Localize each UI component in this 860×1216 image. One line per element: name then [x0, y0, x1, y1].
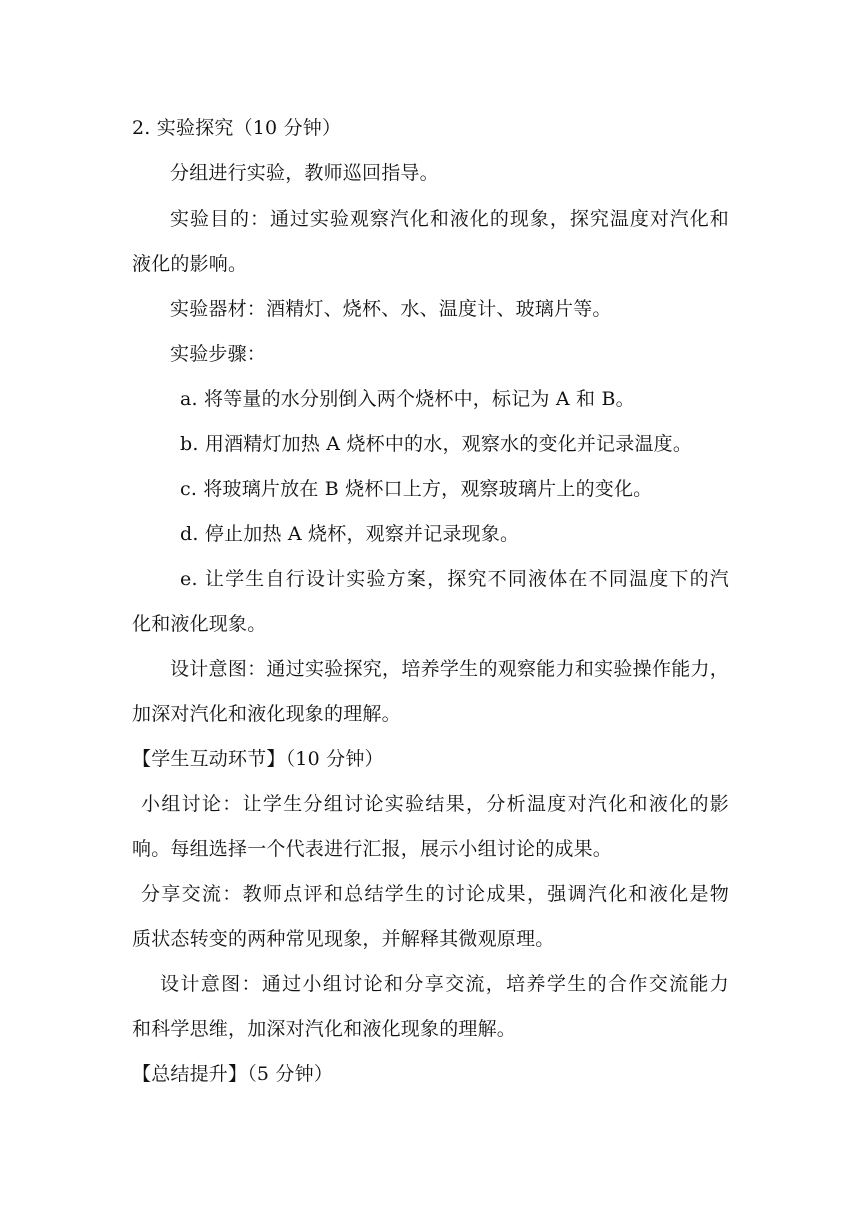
step-item: e. 让学生自行设计实验方案，探究不同液体在不同温度下的汽 [180, 568, 729, 590]
step-item: b. 用酒精灯加热 A 烧杯中的水，观察水的变化并记录温度。 [180, 433, 693, 455]
paragraph-line: 化和液化现象。 [132, 613, 267, 635]
paragraph-line: 分组进行实验，教师巡回指导。 [170, 162, 439, 184]
section-heading: 【总结提升】（5 分钟） [132, 1063, 334, 1085]
paragraph-line: 实验目的：通过实验观察汽化和液化的现象，探究温度对汽化和 [170, 208, 729, 230]
paragraph-line: 分享交流：教师点评和总结学生的讨论成果，强调汽化和液化是物 [141, 883, 729, 905]
paragraph-line: 实验器材：酒精灯、烧杯、水、温度计、玻璃片等。 [170, 298, 612, 320]
paragraph-line: 质状态转变的两种常见现象，并解释其微观原理。 [132, 928, 555, 950]
paragraph-line: 响。每组选择一个代表进行汇报，展示小组讨论的成果。 [132, 838, 613, 860]
paragraph-line: 加深对汽化和液化现象的理解。 [132, 703, 401, 725]
paragraph-line: 设计意图：通过实验探究，培养学生的观察能力和实验操作能力， [170, 658, 729, 680]
step-item: d. 停止加热 A 烧杯，观察并记录现象。 [180, 523, 520, 545]
step-item: a. 将等量的水分别倒入两个烧杯中，标记为 A 和 B。 [180, 388, 635, 410]
paragraph-line: 实验步骤： [170, 343, 267, 365]
paragraph-line: 液化的影响。 [132, 253, 248, 275]
step-item: c. 将玻璃片放在 B 烧杯口上方，观察玻璃片上的变化。 [180, 478, 653, 500]
paragraph-line: 设计意图：通过小组讨论和分享交流，培养学生的合作交流能力 [160, 973, 729, 995]
paragraph-line: 小组讨论：让学生分组讨论实验结果，分析温度对汽化和液化的影 [141, 793, 729, 815]
section-heading: 2. 实验探究（10 分钟） [132, 117, 342, 139]
paragraph-line: 和科学思维，加深对汽化和液化现象的理解。 [132, 1018, 517, 1040]
section-heading: 【学生互动环节】（10 分钟） [132, 748, 384, 770]
